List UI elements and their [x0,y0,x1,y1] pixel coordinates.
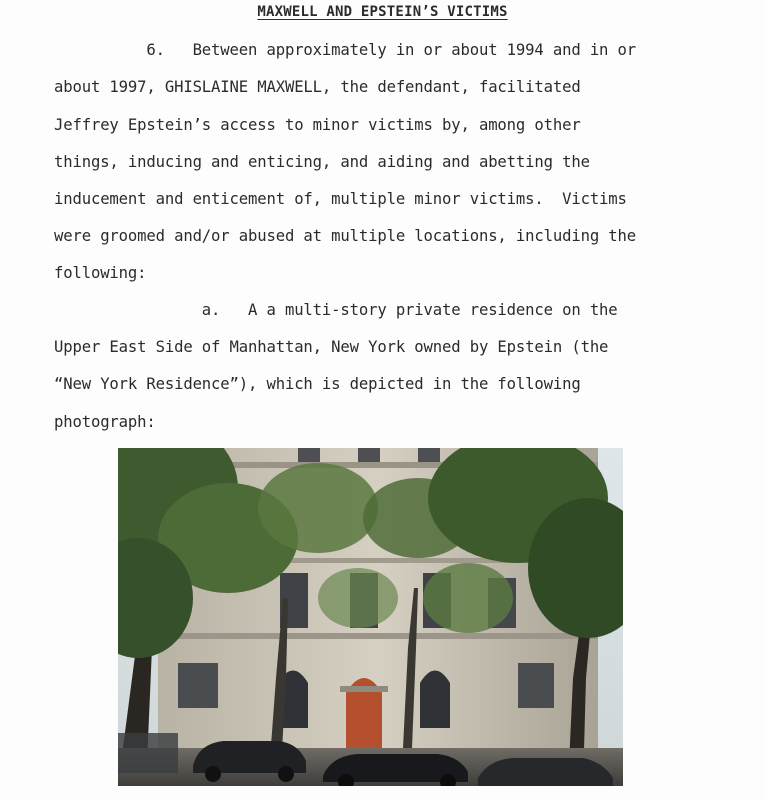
item-a-line-4: photograph: [54,413,156,431]
item-a-line-3: “New York Residence”), which is depicted in the following [54,375,581,393]
item-a-line-2: Upper East Side of Manhattan, New York owned by Epstein (the [54,338,609,356]
paragraph-6-line-1: 6. Between approximately in or about 1994 and in or [54,41,637,59]
paragraph-6-line-5: inducement and enticement of, multiple minor victims. Victims [54,190,627,208]
paragraph-6-line-2: about 1997, GHISLAINE MAXWELL, the defendant, facilitated [54,78,581,96]
paragraph-6-line-3: Jeffrey Epstein’s access to minor victims by, among other [54,116,581,134]
residence-photograph [118,448,623,786]
paragraph-6-line-6: were groomed and/or abused at multiple locations, including the [54,227,637,245]
paragraph-6-line-4: things, inducing and enticing, and aiding and abetting the [54,153,590,171]
paragraph-6-line-7: following: [54,264,147,282]
item-a-line-1: a. A a multi-story private residence on the [54,301,618,319]
section-heading: MAXWELL AND EPSTEIN’S VICTIMS [257,4,508,20]
